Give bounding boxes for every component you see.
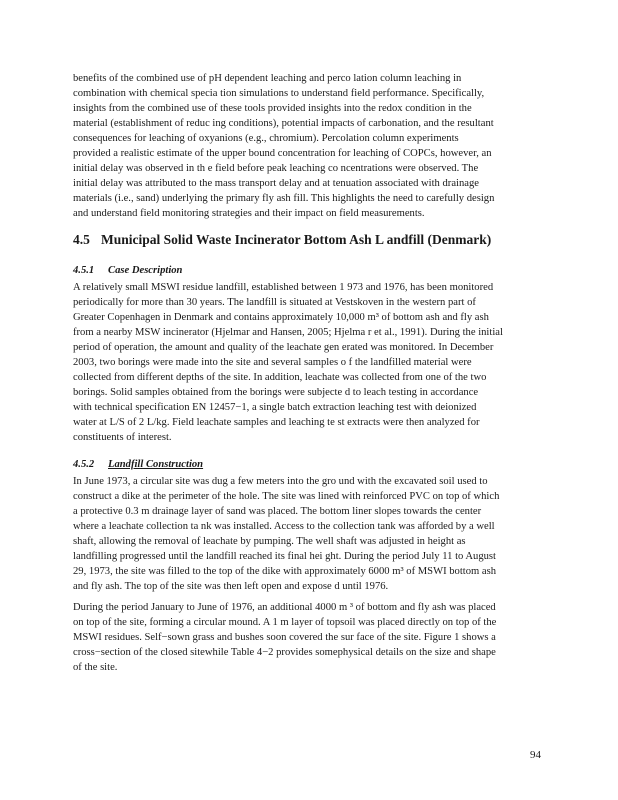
text-line: water at L/S of 2 L/kg. Field leachate samples and leaching te st extracts were then analyzed for xyxy=(73,417,480,428)
text-line: combination with chemical specia tion simulations to understand field performance. Specifically, xyxy=(73,88,485,99)
section-number: 4.5 xyxy=(73,232,90,247)
text-line: 29, 1973, the site was filled to the top of the dike with approximately 6000 m³ of MSWI bottom ash xyxy=(73,566,497,577)
text-line: from a nearby MSW incinerator (Hjelmar and Hansen, 2005; Hjelma r et al., 1991). During the initial xyxy=(73,327,503,338)
subsection-title: Landfill Construction xyxy=(108,459,204,470)
subsection-number: 4.5.1 xyxy=(73,265,95,276)
text-line: MSWI residues. Self−sown grass and bushes soon covered the sur face of the site. Figure 1 shows a xyxy=(73,632,496,643)
text-line: material (establishment of reduc ing conditions), potential impacts of carbonation, and the resultant xyxy=(73,118,494,129)
text-line: periodically for more than 30 years. The landfill is situated at Vestskoven in the western part of xyxy=(73,297,476,308)
subsection-title: Case Description xyxy=(108,265,183,276)
text-line: and understand field monitoring strategies and their impact on field measurements. xyxy=(73,208,425,219)
text-line: Greater Copenhagen in Denmark and contains approximately 10,000 m³ of bottom ash and fly ash xyxy=(73,312,489,323)
text-line: insights from the combined use of these tools provided insights into the redox condition in the xyxy=(73,103,472,114)
page-number: 94 xyxy=(530,749,541,761)
text-line: of the site. xyxy=(73,662,118,673)
intro-paragraph xyxy=(73,71,549,221)
text-line: landfilling progressed until the landfill reached its final hei ght. During the period July 11 to August xyxy=(73,551,496,562)
text-line: 2003, two borings were made into the site and several samples o f the landfilled material were xyxy=(73,357,472,368)
mound-paragraph xyxy=(73,600,549,675)
text-line: period of operation, the amount and quality of the leachate gen erated was monitored. In December xyxy=(73,342,494,353)
text-line: A relatively small MSWI residue landfill, established between 1 973 and 1976, has been monitored xyxy=(73,282,494,293)
subsection-heading-case-description xyxy=(73,265,182,276)
text-line: borings. Solid samples obtained from the borings were subjecte d to leach testing in accordance xyxy=(73,387,479,398)
subsection-heading-landfill-construction xyxy=(73,459,203,470)
text-line: shaft, allowing the removal of leachate by pumping. The well shaft was adjusted in height as xyxy=(73,536,466,547)
text-line: construct a dike at the perimeter of the hole. The site was lined with reinforced PVC on top of which xyxy=(73,491,500,502)
text-line: initial delay was observed in th e field before peak leaching co ncentrations were observed. The xyxy=(73,163,479,174)
text-line: initial delay was attributed to the mass transport delay and at tenuation associated with drainage xyxy=(73,178,479,189)
text-line: with technical specification EN 12457−1, a single batch extraction leaching test with deionized xyxy=(73,402,477,413)
text-line: consequences for leaching of oxyanions (e.g., chromium). Percolation column experiments xyxy=(73,133,459,144)
text-line: cross−section of the closed sitewhile Table 4−2 provides somephysical details on the size and shape xyxy=(73,647,496,658)
subsection-number: 4.5.2 xyxy=(73,459,95,470)
text-line: collected from different depths of the site. In addition, leachate was collected from one of the two xyxy=(73,372,487,383)
case-description-paragraph xyxy=(73,280,549,445)
text-line: on top of the site, forming a circular mound. A 1 m layer of topsoil was placed directly on top of the xyxy=(73,617,497,628)
section-heading xyxy=(73,232,491,248)
text-line: provided a realistic estimate of the upper bound concentration for leaching of COPCs, however, an xyxy=(73,148,492,159)
text-line: constituents of interest. xyxy=(73,432,172,443)
text-line: In June 1973, a circular site was dug a few meters into the gro und with the excavated soil used to xyxy=(73,476,488,487)
text-line: a protective 0.3 m drainage layer of sand was placed. The bottom liner slopes towards the center xyxy=(73,506,482,517)
text-line: and fly ash. The top of the site was then left open and expose d until 1976. xyxy=(73,581,389,592)
text-line: benefits of the combined use of pH dependent leaching and perco lation column leaching in xyxy=(73,73,462,84)
text-line: During the period January to June of 1976, an additional 4000 m ³ of bottom and fly ash was placed xyxy=(73,602,496,613)
text-line: where a leachate collection ta nk was installed. Access to the collection tank was afforded by a well xyxy=(73,521,495,532)
text-line: materials (i.e., sand) underlying the primary fly ash fill. This highlights the need to carefully design xyxy=(73,193,495,204)
section-title: Municipal Solid Waste Incinerator Bottom Ash L andfill (Denmark) xyxy=(101,232,492,247)
landfill-construction-paragraph xyxy=(73,474,549,594)
